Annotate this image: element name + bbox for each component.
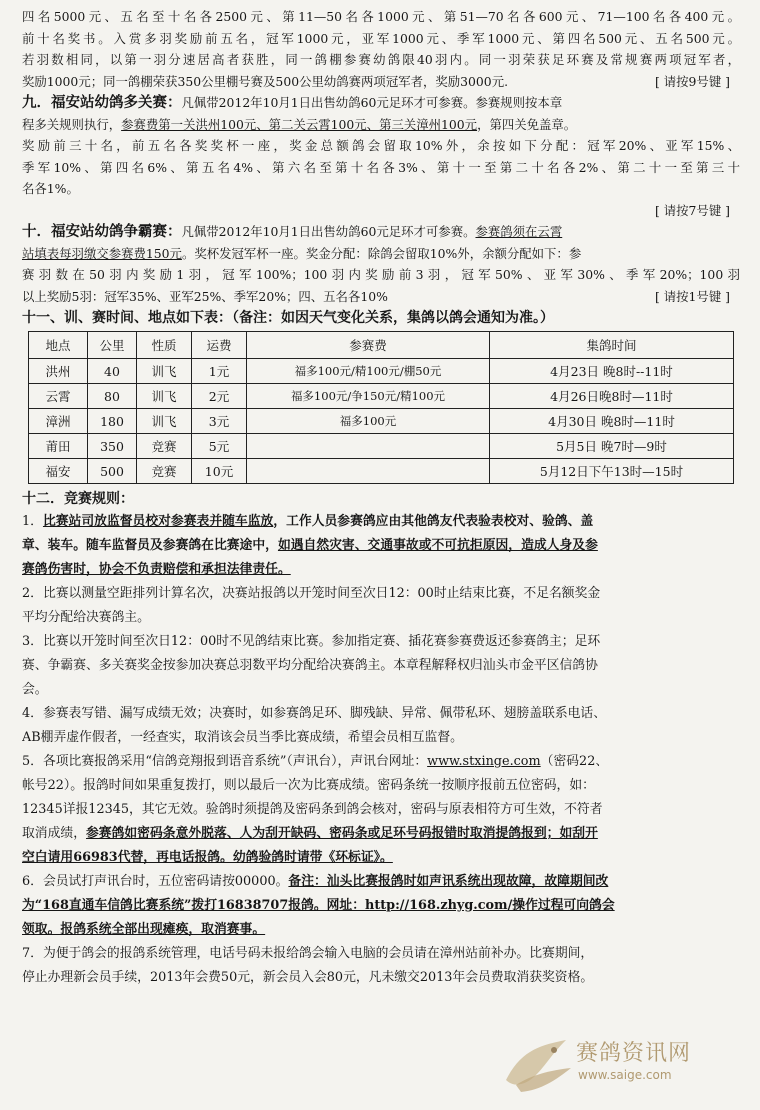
cell-fee <box>247 434 490 459</box>
sec10-l2u: 站填表每羽缴交参赛费150元 <box>22 245 182 261</box>
sec9-l2b: ，第四关免盖章。 <box>477 116 577 132</box>
rule5-line-5 <box>22 846 740 870</box>
rule3-line-1: 3．比赛以开笼时间至次日12：00时不见鸽结束比赛。参加指定赛、插花赛参赛费返还参赛鸽主；足环 <box>22 634 601 649</box>
sec9-line-3: 奖励前三十名，前五名各奖奖杯一座，奖金总额鸽会留取10%外，余按如下分配：冠军20%、亚军15%、 <box>22 138 740 153</box>
sec11-title: 十一、训、赛时间、地点如下表：（备注：如因天气变化关系，集鸽以鸽会通知为准。） <box>22 310 554 326</box>
cell-freight: 2元 <box>192 384 247 409</box>
cell-fee <box>247 459 490 484</box>
rule5-e: 取消成绩， <box>22 826 86 841</box>
rule3-line-3: 会。 <box>22 682 48 697</box>
cell-type: 训飞 <box>137 359 192 384</box>
table-row <box>29 459 734 484</box>
table-row <box>29 384 734 409</box>
col-type: 性质 <box>137 332 192 359</box>
cell-time: 4月23日 晚8时--11时 <box>490 359 734 384</box>
rule1-line-1 <box>22 510 740 534</box>
watermark-url: www.saige.com <box>578 1068 672 1082</box>
rule6-line-2 <box>22 894 740 918</box>
cell-time: 4月26日晚8时—11时 <box>490 384 734 409</box>
rule1-line-2 <box>22 534 740 558</box>
sec9-l2u: 参赛费第一关洪州100元、第二关云霄100元、第三关漳州100元 <box>121 116 478 132</box>
col-km: 公里 <box>88 332 137 359</box>
cell-location: 莆田 <box>29 434 88 459</box>
sec10-l2b: 。奖杯发冠军杯一座。奖金分配：除鸽会留取10%外，余额分配如下：参 <box>181 245 582 261</box>
rule1-e: 赛鸽伤害时，协会不负责赔偿和承担法律责任。 <box>22 562 291 577</box>
cell-fee: 福多100元/精100元/棚50元 <box>247 359 490 384</box>
sec10-line-1 <box>22 221 740 243</box>
rule5-line-1 <box>22 750 740 774</box>
sec10-line-4 <box>22 286 740 308</box>
rule2-line-1: 2．比赛以测量空距排列计算名次，决赛站报鸽以开笼时间至次日12：00时止结束比赛，不足名额奖金 <box>22 586 601 601</box>
sec9-l1a: 凡佩带2012年10月1日出售幼鸽60元足环才可参赛。参赛规则按本章 <box>181 95 563 110</box>
sec10-l1a: 凡佩带2012年10月1日出售幼鸽60元足环才可参赛。 <box>181 224 476 239</box>
rule5-line-4 <box>22 822 740 846</box>
cell-km: 180 <box>88 409 137 434</box>
sec9-title: 九．福安站幼鸽多关赛： <box>22 94 182 111</box>
rule4-line-2: AB棚弄虚作假者，一经查实，取消该会员当季比赛成绩，希望会员相互监督。 <box>22 730 463 745</box>
pigeon-logo-icon <box>496 1030 576 1100</box>
rule2-line-2: 平均分配给决赛鸽主。 <box>22 610 150 625</box>
table-row <box>29 359 734 384</box>
cell-location: 福安 <box>29 459 88 484</box>
cell-location: 云霄 <box>29 384 88 409</box>
sec10-line-3: 赛羽数在50羽内奖励1羽，冠军100%；100羽内奖励前3羽，冠军50%、亚军30%、季军20%；100羽 <box>22 267 740 282</box>
sec9-l2a: 程多关规则执行， <box>22 116 122 132</box>
cell-type: 竞赛 <box>137 459 192 484</box>
cell-km: 500 <box>88 459 137 484</box>
cell-fee: 福多100元 <box>247 409 490 434</box>
sec10-l1u: 参赛鸽须在云霄 <box>475 224 563 239</box>
key-hint-1: [ 请按1号键 ] <box>655 288 730 304</box>
rule5-f: 参赛鸽如密码条意外脱落、人为刮开缺码、密码条或足环号码报错时取消提鸽报到；如刮开 <box>85 826 598 841</box>
rule5-g: 空白请用66983代替，再电话报鸽。幼鸽验鸽时请带《环标证》。 <box>22 850 393 865</box>
col-time: 集鸽时间 <box>490 332 734 359</box>
top-line-1: 四名5000元、五名至十名各2500元、第11—50名各1000元、第51—70名各600元、71—100名各400元。 <box>22 9 740 24</box>
cell-type: 竞赛 <box>137 434 192 459</box>
rule5-url-link[interactable]: www.stxinge.com <box>427 754 541 769</box>
top-line-4-text: 奖励1000元；同一鸽棚荣获350公里棚号赛及500公里幼鸽赛两项冠军者，奖励3000元. <box>22 73 509 89</box>
cell-type: 训飞 <box>137 384 192 409</box>
top-line-4 <box>22 71 740 93</box>
rule1-b: ，工作人员参赛鸽应由其他鸽友代表验表校对、验鸽、盖 <box>273 514 594 529</box>
cell-freight: 3元 <box>192 409 247 434</box>
rule1-d: 如遇自然灾害、交通事故或不可抗拒原因，造成人身及参 <box>277 538 598 553</box>
sec9-line-1 <box>22 92 740 114</box>
rule7-line-1: 7．为便于鸽会的报鸽系统管理，电话号码未报给鸽会输入电脑的会员请在漳州站前补办。比赛期间， <box>22 946 594 961</box>
cell-type: 训飞 <box>137 409 192 434</box>
rule1-u: 比赛站司放监督员校对参赛表并随车监放 <box>42 514 274 529</box>
rule5-line-3: 12345详报12345，其它无效。验鸽时须提鸽及密码条到鸽会核对，密码与原表相符方可生效，不符者 <box>22 802 603 817</box>
rule6-c: 为“168直通车信鸽比赛系统”拨打16838707报鸽。网址：http://168.zhyg.com/操作过程可向鸽会 <box>22 898 615 913</box>
rule6-a: 6．会员试打声讯台时，五位密码请按00000。 <box>22 874 289 889</box>
rule6-b: 备注：汕头比赛报鸽时如声讯系统出现故障，故障期间改 <box>288 874 609 889</box>
rule5-a: 5．各项比赛报鸽采用“信鸽竞翔报到语音系统”（声讯台），声讯台网址： <box>22 754 428 769</box>
watermark-name: 赛鸽资讯网 <box>576 1041 692 1066</box>
rule5-b: （密码22、 <box>540 754 609 769</box>
key-hint-7: [ 请按7号键 ] <box>655 202 730 218</box>
col-freight: 运费 <box>192 332 247 359</box>
table-row <box>29 409 734 434</box>
rule6-line-3 <box>22 918 740 942</box>
sec9-line-4: 季军10%、第四名6%、第五名4%、第六名至第十名各3%、第十一至第二十名各2%、第二十一至第三十 <box>22 159 740 175</box>
cell-time: 4月30日 晚8时—11时 <box>490 409 734 434</box>
sec9-line-5: 名各1%。 <box>22 181 79 196</box>
sec12-title: 十二．竞赛规则： <box>22 491 134 507</box>
schedule-table <box>28 331 734 484</box>
top-line-2: 前十名奖书。入赏多羽奖励前五名，冠军1000元，亚军1000元、季军1000元、第四名500元、五名500元。 <box>22 30 740 46</box>
rule1-num: 1． <box>22 514 43 529</box>
cell-km: 40 <box>88 359 137 384</box>
document-page <box>22 6 740 990</box>
rule5-line-2: 帐号22）。报鸽时间如果重复拨打，则以最后一次为比赛成绩。密码条统一按顺序报前五位密码，如： <box>22 778 595 793</box>
rule4-line-1: 4．参赛表写错、漏写成绩无效；决赛时，如参赛鸽足环、脚残缺、异常、佩带私环、翅膀盖联系电话、 <box>22 706 607 721</box>
cell-fee: 福多100元/争150元/精100元 <box>247 384 490 409</box>
col-fee: 参赛费 <box>247 332 490 359</box>
schedule-header-row <box>29 332 734 359</box>
sec10-line-2 <box>22 243 740 265</box>
cell-time: 5月5日 晚7时—9时 <box>490 434 734 459</box>
cell-location: 漳洲 <box>29 409 88 434</box>
sec9-key-line <box>22 200 740 222</box>
sec9-line-2 <box>22 114 740 136</box>
sec10-title: 十．福安站幼鸽争霸赛： <box>22 223 182 240</box>
rule6-line-1 <box>22 870 740 894</box>
key-hint-9: [ 请按9号键 ] <box>655 73 730 89</box>
cell-km: 80 <box>88 384 137 409</box>
top-line-3: 若羽数相同，以第一羽分速居高者获胜，同一鸽棚参赛幼鸽限40羽内。同一羽荣获足环赛及常规赛两项冠军者， <box>22 52 740 67</box>
cell-location: 洪州 <box>29 359 88 384</box>
rule1-line-3 <box>22 558 740 582</box>
cell-freight: 1元 <box>192 359 247 384</box>
cell-freight: 10元 <box>192 459 247 484</box>
rule7-line-2: 停止办理新会员手续，2013年会费50元，新会员入会80元，凡未缴交2013年会员费取消获奖资格。 <box>22 970 594 985</box>
rule3-line-2: 赛、争霸赛、多关赛奖金按参加决赛总羽数平均分配给决赛鸽主。本章程解释权归汕头市金平区信鸽协 <box>22 658 598 673</box>
cell-time: 5月12日下午13时—15时 <box>490 459 734 484</box>
cell-freight: 5元 <box>192 434 247 459</box>
watermark <box>496 1030 746 1100</box>
sec10-l4: 以上奖励5羽：冠军35%、亚军25%、季军20%；四、五名各10% <box>22 288 388 304</box>
table-row <box>29 434 734 459</box>
rule6-d: 领取。报鸽系统全部出现瘫痪，取消赛事。 <box>22 922 266 937</box>
cell-km: 350 <box>88 434 137 459</box>
rule1-c: 章、装车。随车监督员及参赛鸽在比赛途中， <box>22 538 278 553</box>
col-location: 地点 <box>29 332 88 359</box>
